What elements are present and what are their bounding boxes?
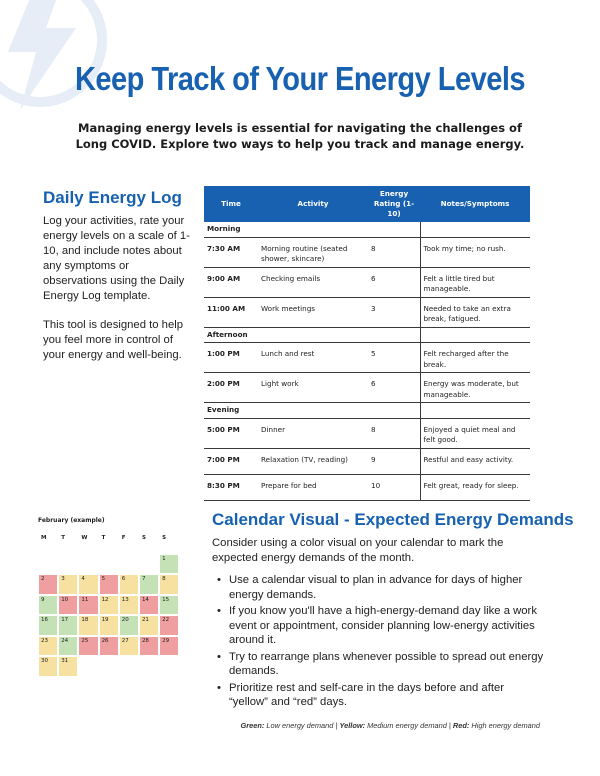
legend-red-label: Red: — [452, 721, 470, 730]
notes-cell: Needed to take an extra break, fatigued. — [420, 297, 530, 327]
notes-cell: Energy was moderate, but manageable. — [420, 373, 530, 403]
calendar-day: 3 — [58, 574, 78, 595]
section-label: Afternoon — [204, 327, 420, 343]
activity-cell: Checking emails — [258, 267, 368, 297]
legend-green-text: Low energy demand — [266, 721, 334, 730]
rating-cell: 6 — [368, 373, 420, 403]
time-cell: 1:00 PM — [204, 343, 258, 373]
col-notes: Notes/Symptoms — [420, 186, 530, 222]
bullet-item: • Prioritize rest and self-care in the days before and after “yellow” and “red” days. — [215, 681, 545, 710]
table-row — [204, 418, 530, 448]
legend-yellow-label: Yellow: — [339, 721, 366, 730]
calendar-day — [58, 554, 78, 575]
calendar-day — [78, 554, 98, 575]
calendar-day — [159, 656, 179, 677]
weekday-label: F — [119, 533, 139, 554]
rating-cell: 6 — [368, 267, 420, 297]
calendar-day: 20 — [119, 615, 139, 636]
color-legend — [205, 721, 540, 730]
calendar-bullets — [215, 573, 545, 712]
calendar-intro: Consider using a color visual on your calendar to mark the expected energy demands of the month. — [212, 537, 504, 564]
calendar-day: 18 — [78, 615, 98, 636]
time-cell: 2:00 PM — [204, 373, 258, 403]
calendar-day — [119, 656, 139, 677]
notes-cell: Took my time; no rush. — [420, 237, 530, 267]
bullet-item: • Try to rearrange plans whenever possible to spread out energy demands. — [215, 650, 545, 679]
calendar-day: 9 — [38, 595, 58, 616]
notes-cell: Enjoyed a quiet meal and felt good. — [420, 418, 530, 448]
time-cell: 8:30 PM — [204, 474, 258, 500]
time-cell: 7:00 PM — [204, 448, 258, 474]
legend-yellow-text: Medium energy demand — [367, 721, 447, 730]
intro-text: Managing energy levels is essential for navigating the challenges of Long COVID. Explore two ways to help you track and manage energy. — [75, 121, 525, 151]
table-row — [204, 297, 530, 327]
log-desc-1: Log your activities, rate your energy levels on a scale of 1-10, and include notes about any symptoms or observations using the Daily Energy Log template. — [43, 215, 190, 302]
rating-cell: 8 — [368, 418, 420, 448]
notes-cell: Felt recharged after the break. — [420, 343, 530, 373]
calendar-day: 24 — [58, 636, 78, 657]
time-cell: 9:00 AM — [204, 267, 258, 297]
section-notes-cell — [420, 403, 530, 419]
log-description — [43, 214, 193, 363]
weekday-label: S — [159, 533, 179, 554]
section-notes-cell — [420, 327, 530, 343]
calendar-day: 8 — [159, 574, 179, 595]
col-rating: Energy Rating (1-10) — [368, 186, 420, 222]
time-cell: 5:00 PM — [204, 418, 258, 448]
energy-log-table — [204, 186, 530, 501]
log-desc-2: This tool is designed to help you feel more in control of your energy and well-being. — [43, 319, 184, 361]
legend-green-label: Green: — [240, 721, 265, 730]
activity-cell: Prepare for bed — [258, 474, 368, 500]
calendar-day — [99, 656, 119, 677]
calendar-day: 23 — [38, 636, 58, 657]
calendar-day: 4 — [78, 574, 98, 595]
calendar-day — [139, 656, 159, 677]
calendar-day — [139, 554, 159, 575]
weekday-label: W — [78, 533, 98, 554]
weekday-label: T — [99, 533, 119, 554]
bullet-item: • If you know you'll have a high-energy-demand day like a work event or appointment, consider planning low-energy activities around it. — [215, 604, 545, 648]
weekday-label: S — [139, 533, 159, 554]
calendar-day: 1 — [159, 554, 179, 575]
calendar-day: 11 — [78, 595, 98, 616]
legend-red-text: High energy demand — [471, 721, 540, 730]
time-cell: 11:00 AM — [204, 297, 258, 327]
calendar-example — [38, 517, 180, 677]
calendar-day — [119, 554, 139, 575]
calendar-day: 27 — [119, 636, 139, 657]
section-label: Evening — [204, 403, 420, 419]
legend-separator: | — [448, 721, 451, 730]
calendar-day: 31 — [58, 656, 78, 677]
calendar-month-label: February (example) — [38, 517, 105, 524]
section-label: Morning — [204, 222, 420, 237]
calendar-day — [38, 554, 58, 575]
weekday-label: M — [38, 533, 58, 554]
calendar-day: 6 — [119, 574, 139, 595]
calendar-day — [78, 656, 98, 677]
calendar-day: 7 — [139, 574, 159, 595]
rating-cell: 9 — [368, 448, 420, 474]
calendar-grid — [38, 533, 180, 677]
log-section-row — [204, 403, 530, 419]
calendar-day: 17 — [58, 615, 78, 636]
activity-cell: Lunch and rest — [258, 343, 368, 373]
bullet-item: • Use a calendar visual to plan in advance for days of higher energy demands. — [215, 573, 545, 602]
page-title: Keep Track of Your Energy Levels — [74, 60, 526, 97]
calendar-heading: Calendar Visual - Expected Energy Demands — [212, 510, 574, 529]
calendar-day: 26 — [99, 636, 119, 657]
calendar-day: 12 — [99, 595, 119, 616]
calendar-day: 30 — [38, 656, 58, 677]
activity-cell: Morning routine (seated shower, skincare) — [258, 237, 368, 267]
calendar-day — [99, 554, 119, 575]
rating-cell: 3 — [368, 297, 420, 327]
calendar-day: 25 — [78, 636, 98, 657]
calendar-day: 14 — [139, 595, 159, 616]
table-row — [204, 373, 530, 403]
calendar-day: 2 — [38, 574, 58, 595]
notes-cell: Felt great, ready for sleep. — [420, 474, 530, 500]
log-section-row — [204, 327, 530, 343]
section-notes-cell — [420, 222, 530, 237]
calendar-day: 21 — [139, 615, 159, 636]
calendar-day: 5 — [99, 574, 119, 595]
calendar-day: 28 — [139, 636, 159, 657]
table-row — [204, 474, 530, 500]
calendar-day: 19 — [99, 615, 119, 636]
table-row — [204, 343, 530, 373]
activity-cell: Light work — [258, 373, 368, 403]
calendar-day: 16 — [38, 615, 58, 636]
activity-cell: Work meetings — [258, 297, 368, 327]
activity-cell: Dinner — [258, 418, 368, 448]
calendar-day: 13 — [119, 595, 139, 616]
col-activity: Activity — [258, 186, 368, 222]
table-row — [204, 237, 530, 267]
activity-cell: Relaxation (TV, reading) — [258, 448, 368, 474]
rating-cell: 10 — [368, 474, 420, 500]
log-section-row — [204, 222, 530, 237]
calendar-day: 22 — [159, 615, 179, 636]
calendar-day: 29 — [159, 636, 179, 657]
calendar-day: 15 — [159, 595, 179, 616]
rating-cell: 5 — [368, 343, 420, 373]
log-heading: Daily Energy Log — [43, 188, 182, 207]
col-time: Time — [204, 186, 258, 222]
calendar-day: 10 — [58, 595, 78, 616]
notes-cell: Felt a little tired but manageable. — [420, 267, 530, 297]
rating-cell: 8 — [368, 237, 420, 267]
table-row — [204, 448, 530, 474]
notes-cell: Restful and easy activity. — [420, 448, 530, 474]
legend-separator: | — [335, 721, 338, 730]
time-cell: 7:30 AM — [204, 237, 258, 267]
table-row — [204, 267, 530, 297]
weekday-label: T — [58, 533, 78, 554]
